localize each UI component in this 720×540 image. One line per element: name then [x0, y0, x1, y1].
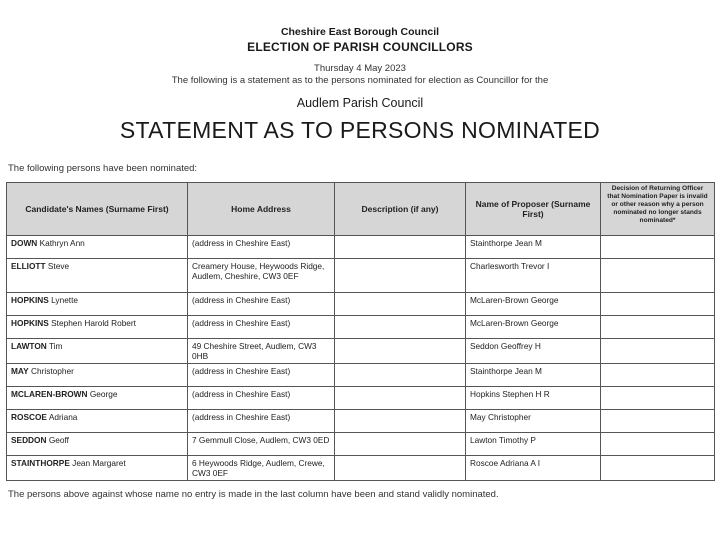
candidate-address: (address in Cheshire East)	[188, 410, 335, 433]
candidate-decision	[601, 259, 715, 293]
candidate-proposer: McLaren-Brown George	[466, 293, 601, 316]
candidate-surname: MCLAREN-BROWN	[11, 389, 88, 399]
table-row	[7, 339, 715, 364]
candidate-proposer: Lawton Timothy P	[466, 433, 601, 456]
candidate-surname: ELLIOTT	[11, 261, 46, 271]
table-header-row	[7, 183, 715, 236]
candidate-description	[335, 456, 466, 481]
page-title: STATEMENT AS TO PERSONS NOMINATED	[119, 117, 601, 143]
header-decision: Decision of Returning Officer that Nomination Paper is invalid or other reason why a person nominated no longer stands nominated*	[601, 183, 715, 236]
header-description: Description (if any)	[335, 183, 466, 236]
candidate-address: (address in Cheshire East)	[188, 364, 335, 387]
candidate-address: 49 Cheshire Street, Audlem, CW3 0HB	[188, 339, 335, 364]
nominations-table	[6, 182, 715, 481]
intro-text: The following persons have been nominated:	[8, 163, 198, 174]
table-row	[7, 410, 715, 433]
candidate-description	[335, 316, 466, 339]
candidate-address: (address in Cheshire East)	[188, 316, 335, 339]
header-candidate-name: Candidate's Names (Surname First)	[7, 183, 188, 236]
table-row	[7, 433, 715, 456]
candidate-decision	[601, 456, 715, 481]
candidate-forenames: Lynette	[51, 295, 79, 305]
candidate-address: (address in Cheshire East)	[188, 236, 335, 259]
candidate-proposer: May Christopher	[466, 410, 601, 433]
table-row	[7, 293, 715, 316]
candidate-forenames: Steve	[47, 261, 70, 271]
candidate-proposer: Seddon Geoffrey H	[466, 339, 601, 364]
candidate-name	[7, 339, 188, 364]
candidate-decision	[601, 387, 715, 410]
candidate-address: 7 Gemmull Close, Audlem, CW3 0ED	[188, 433, 335, 456]
table-row	[7, 364, 715, 387]
candidate-surname: HOPKINS	[11, 318, 49, 328]
candidate-forenames: Christopher	[31, 366, 74, 376]
candidate-proposer: Stainthorpe Jean M	[466, 364, 601, 387]
candidate-surname: STAINTHORPE	[11, 458, 70, 468]
parish-name: Audlem Parish Council	[296, 96, 424, 110]
candidate-decision	[601, 339, 715, 364]
candidate-decision	[601, 293, 715, 316]
candidate-description	[335, 339, 466, 364]
candidate-description	[335, 293, 466, 316]
candidate-forenames: Geoff	[48, 435, 69, 445]
candidate-name	[7, 410, 188, 433]
table-row	[7, 387, 715, 410]
candidate-decision	[601, 316, 715, 339]
election-title: ELECTION OF PARISH COUNCILLORS	[247, 40, 473, 54]
header-home-address: Home Address	[188, 183, 335, 236]
candidate-surname: HOPKINS	[11, 295, 49, 305]
candidate-description	[335, 410, 466, 433]
candidate-name	[7, 456, 188, 481]
candidate-proposer: Charlesworth Trevor I	[466, 259, 601, 293]
candidate-description	[335, 433, 466, 456]
candidate-name	[7, 433, 188, 456]
candidate-forenames: George	[89, 389, 118, 399]
candidate-name	[7, 293, 188, 316]
table-row	[7, 316, 715, 339]
candidate-description	[335, 387, 466, 410]
header-proposer: Name of Proposer (Surname First)	[466, 183, 601, 236]
candidate-description	[335, 364, 466, 387]
candidate-decision	[601, 364, 715, 387]
candidate-name	[7, 259, 188, 293]
candidate-name	[7, 316, 188, 339]
table-row	[7, 456, 715, 481]
candidate-surname: ROSCOE	[11, 412, 47, 422]
candidate-address: (address in Cheshire East)	[188, 293, 335, 316]
candidate-proposer: Hopkins Stephen H R	[466, 387, 601, 410]
candidate-name	[7, 364, 188, 387]
candidate-surname: SEDDON	[11, 435, 47, 445]
candidate-forenames: Adriana	[48, 412, 78, 422]
footer-note: The persons above against whose name no entry is made in the last column have been and stand validly nominated.	[8, 489, 499, 500]
candidate-surname: DOWN	[11, 238, 38, 248]
table-row	[7, 236, 715, 259]
candidate-address: (address in Cheshire East)	[188, 387, 335, 410]
candidate-decision	[601, 433, 715, 456]
candidate-forenames: Stephen Harold Robert	[51, 318, 136, 328]
candidate-address: Creamery House, Heywoods Ridge, Audlem, Cheshire, CW3 0EF	[188, 259, 335, 293]
statement-text: The following is a statement as to the persons nominated for election as Councillor for the	[171, 75, 549, 86]
election-date: Thursday 4 May 2023	[314, 63, 406, 74]
candidate-proposer: McLaren-Brown George	[466, 316, 601, 339]
candidate-decision	[601, 410, 715, 433]
candidate-forenames: Jean Margaret	[72, 458, 126, 468]
candidate-description	[335, 236, 466, 259]
candidate-name	[7, 387, 188, 410]
candidate-description	[335, 259, 466, 293]
table-row	[7, 259, 715, 293]
document-header	[0, 26, 720, 144]
council-name: Cheshire East Borough Council	[280, 26, 440, 38]
candidate-proposer: Stainthorpe Jean M	[466, 236, 601, 259]
candidate-surname: LAWTON	[11, 341, 47, 351]
candidate-proposer: Roscoe Adriana A I	[466, 456, 601, 481]
candidate-decision	[601, 236, 715, 259]
candidate-forenames: Tim	[48, 341, 63, 351]
candidate-name	[7, 236, 188, 259]
candidate-address: 6 Heywoods Ridge, Audlem, Crewe, CW3 0EF	[188, 456, 335, 481]
candidate-forenames: Kathryn Ann	[39, 238, 85, 248]
candidate-surname: MAY	[11, 366, 29, 376]
